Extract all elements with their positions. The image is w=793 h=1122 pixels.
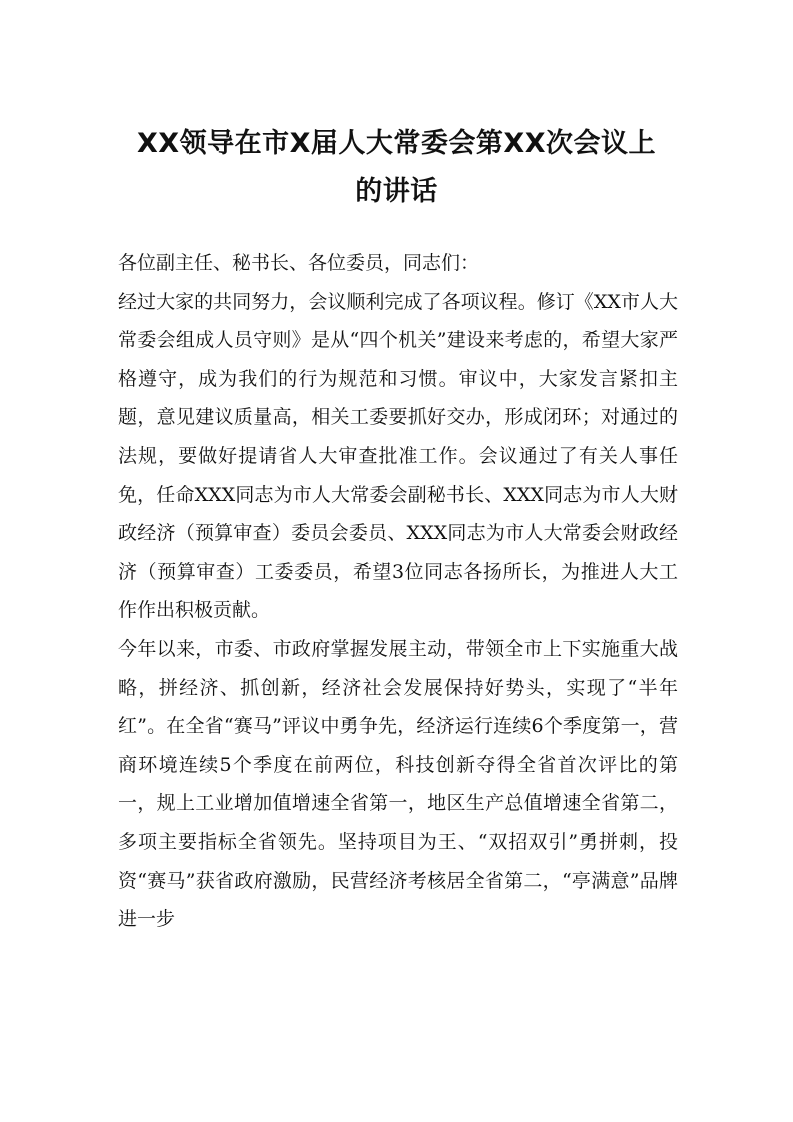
title-line-2: 的讲话 [355, 176, 438, 207]
salutation: 各位副主任、秘书长、各位委员，同志们： [118, 252, 480, 274]
paragraph-2: 今年以来，市委、市政府掌握发展主动，带领全市上下实施重大战略，拼经济、抓创新，经济社会发展保持好势头，实现了“半年红”。在全省“赛马”评议中勇争先，经济运行连续6个季度第一，营商环境连续5个季度在前两位，科技创新夺得全省首次评比的第一，规上工业增加值增速全省第一，地区生产总值增速全省第二，多项主要指标全省领先。坚持项目为王、“双招双引”勇拼刺，投资“赛马”获省政府激励，民营经济考核居全省第二，“亭满意”品牌进一步 [118, 637, 678, 931]
paragraph-1: 经过大家的共同努力，会议顺利完成了各项议程。修订《XX市人大常委会组成人员守则》是从“四个机关”建设来考虑的，希望大家严格遵守，成为我们的行为规范和习惯。审议中，大家发言紧扣主题，意见建议质量高，相关工委要抓好交办，形成闭环；对通过的法规，要做好提请省人大审查批准工作。会议通过了有关人事任免，任命XXX同志为市人大常委会副秘书长、XXX同志为市人大财政经济（预算审查）委员会委员、XXX同志为市人大常委会财政经济（预算审查）工委委员，希望3位同志各扬所长，为推进人大工作作出积极贡献。 [118, 290, 678, 622]
document-title [110, 120, 683, 216]
document-body [118, 244, 678, 939]
title-line-1: XX领导在市X届人大常委会第XX次会议上 [136, 128, 657, 159]
